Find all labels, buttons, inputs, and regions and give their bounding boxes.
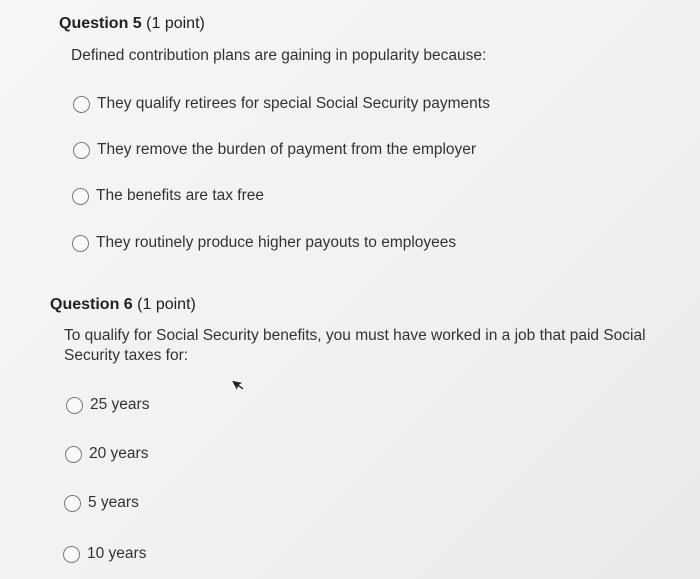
answer-option-q6-c[interactable] [64,494,139,512]
question-heading [59,14,679,34]
answer-option-label[interactable]: 20 years [89,445,149,462]
radio-button-icon[interactable] [73,142,90,159]
question-number: Question 6 [50,296,133,313]
answer-option-label[interactable]: They routinely produce higher payouts to employees [96,234,457,251]
radio-button-icon[interactable] [72,188,89,205]
answer-option-q5-b[interactable] [73,141,476,159]
question-points: (1 point) [137,296,196,313]
answer-option-label[interactable]: They remove the burden of payment from the employer [97,141,477,158]
answer-option-label[interactable]: 5 years [88,494,139,511]
answer-option-q6-a[interactable] [66,396,149,414]
answer-option-q6-d[interactable] [63,545,146,563]
answer-option-label[interactable]: 25 years [90,396,150,413]
question-heading [50,295,690,315]
answer-option-q5-a[interactable] [73,95,490,113]
radio-button-icon[interactable] [65,446,82,463]
question-points: (1 point) [146,15,205,32]
question-prompt: To qualify for Social Security benefits, you must have worked in a job that paid Social Security taxes for: [64,327,646,364]
answer-option-label[interactable]: 10 years [87,545,147,562]
answer-option-q5-d[interactable] [72,234,456,252]
radio-button-icon[interactable] [72,235,89,252]
question-number: Question 5 [59,15,142,32]
radio-button-icon[interactable] [63,546,80,563]
answer-option-label[interactable]: They qualify retirees for special Social Security payments [97,95,490,112]
question-prompt: Defined contribution plans are gaining in popularity because: [71,47,487,64]
mouse-pointer-icon [232,376,246,392]
answer-option-q6-b[interactable] [65,445,148,463]
radio-button-icon[interactable] [64,495,81,512]
radio-button-icon[interactable] [66,397,83,414]
answer-option-q5-c[interactable] [72,187,264,205]
answer-option-label[interactable]: The benefits are tax free [96,187,265,204]
question-6 [50,295,690,366]
question-5 [59,14,679,66]
radio-button-icon[interactable] [73,96,90,113]
